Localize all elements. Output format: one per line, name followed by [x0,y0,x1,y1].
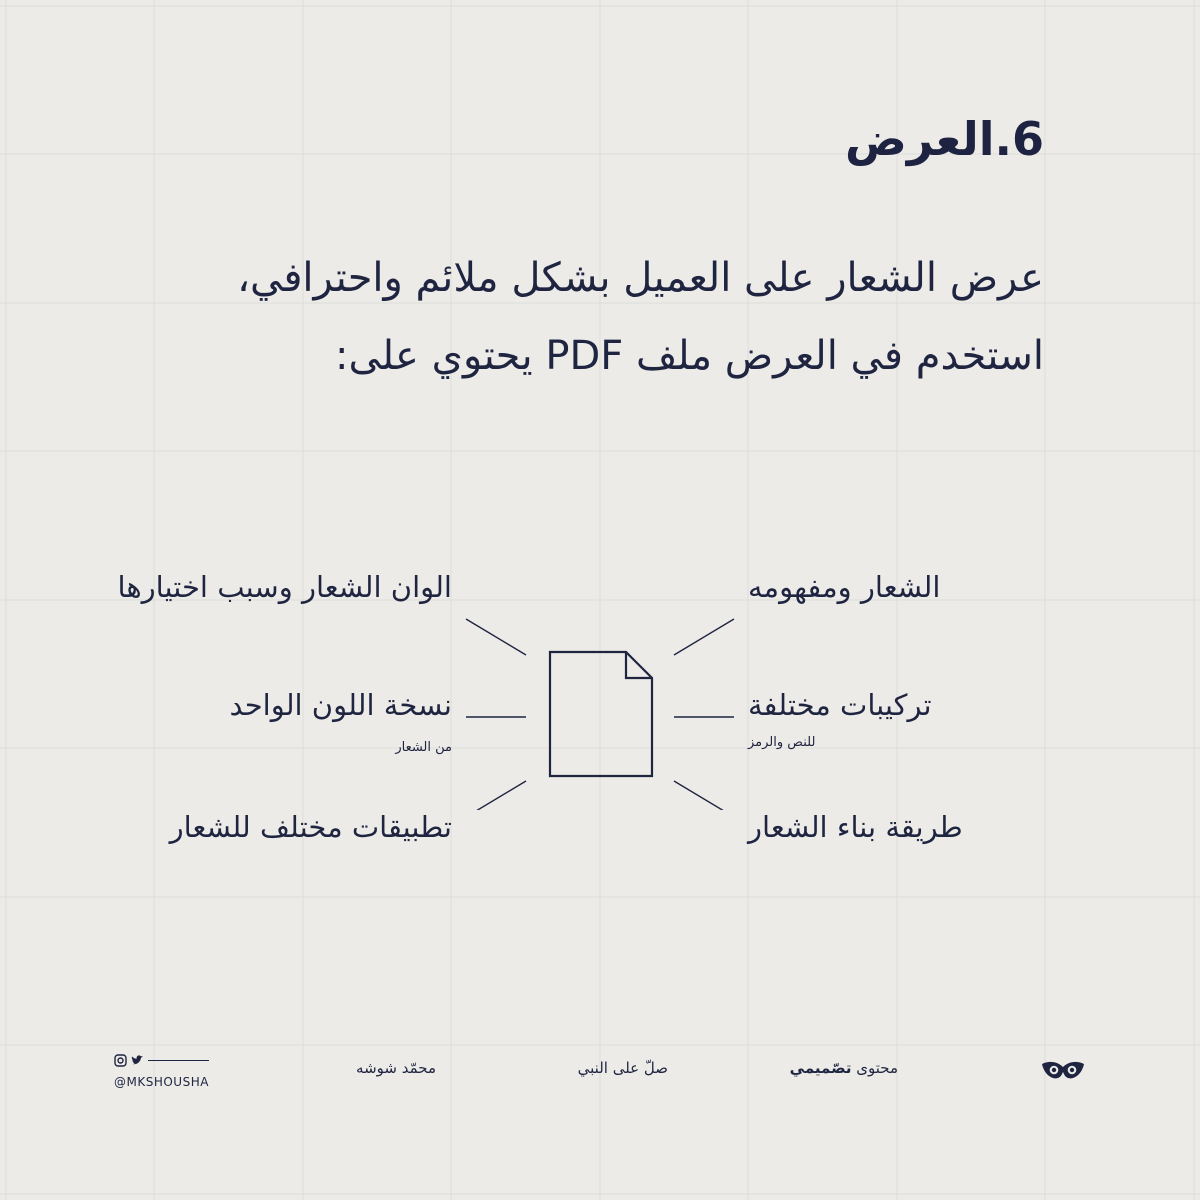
brand-prefix: محتوى [856,1059,898,1077]
twitter-icon [132,1055,143,1064]
item-logo-concept: الشعار ومفهومه [748,570,941,604]
item-applications: تطبيقات مختلف للشعار [169,810,452,844]
item-combinations-sub: للنص والرمز [748,735,816,750]
page-title: 6.العرض [845,112,1044,166]
brand-label [790,1059,898,1077]
connector-line [466,781,526,810]
item-construction: طريقة بناء الشعار [748,810,963,844]
pdf-document-icon [548,650,654,778]
item-colors: الوان الشعار وسبب اختيارها [117,570,452,604]
item-one-color-sub: من الشعار [395,740,452,755]
item-combinations: تركيبات مختلفة [748,688,932,722]
footer-author: محمّد شوشه [356,1059,436,1077]
connector-line [466,619,526,655]
intro-line-1: عرض الشعار على العميل بشكل ملائم واحترافي، [237,255,1044,301]
connector-line [674,619,734,655]
intro-line-2: استخدم في العرض ملف PDF يحتوي على: [335,333,1044,379]
owl-eyes-icon [1040,1058,1086,1084]
connector-line [674,781,734,810]
footer-prayer: صلّ على النبي [577,1059,668,1077]
social-handle[interactable]: @MKSHOUSHA [114,1075,209,1089]
social-icons [114,1054,210,1068]
instagram-icon [115,1055,126,1066]
brand-name: تصّميمي [789,1059,852,1077]
item-one-color: نسخة اللون الواحد [229,688,452,722]
